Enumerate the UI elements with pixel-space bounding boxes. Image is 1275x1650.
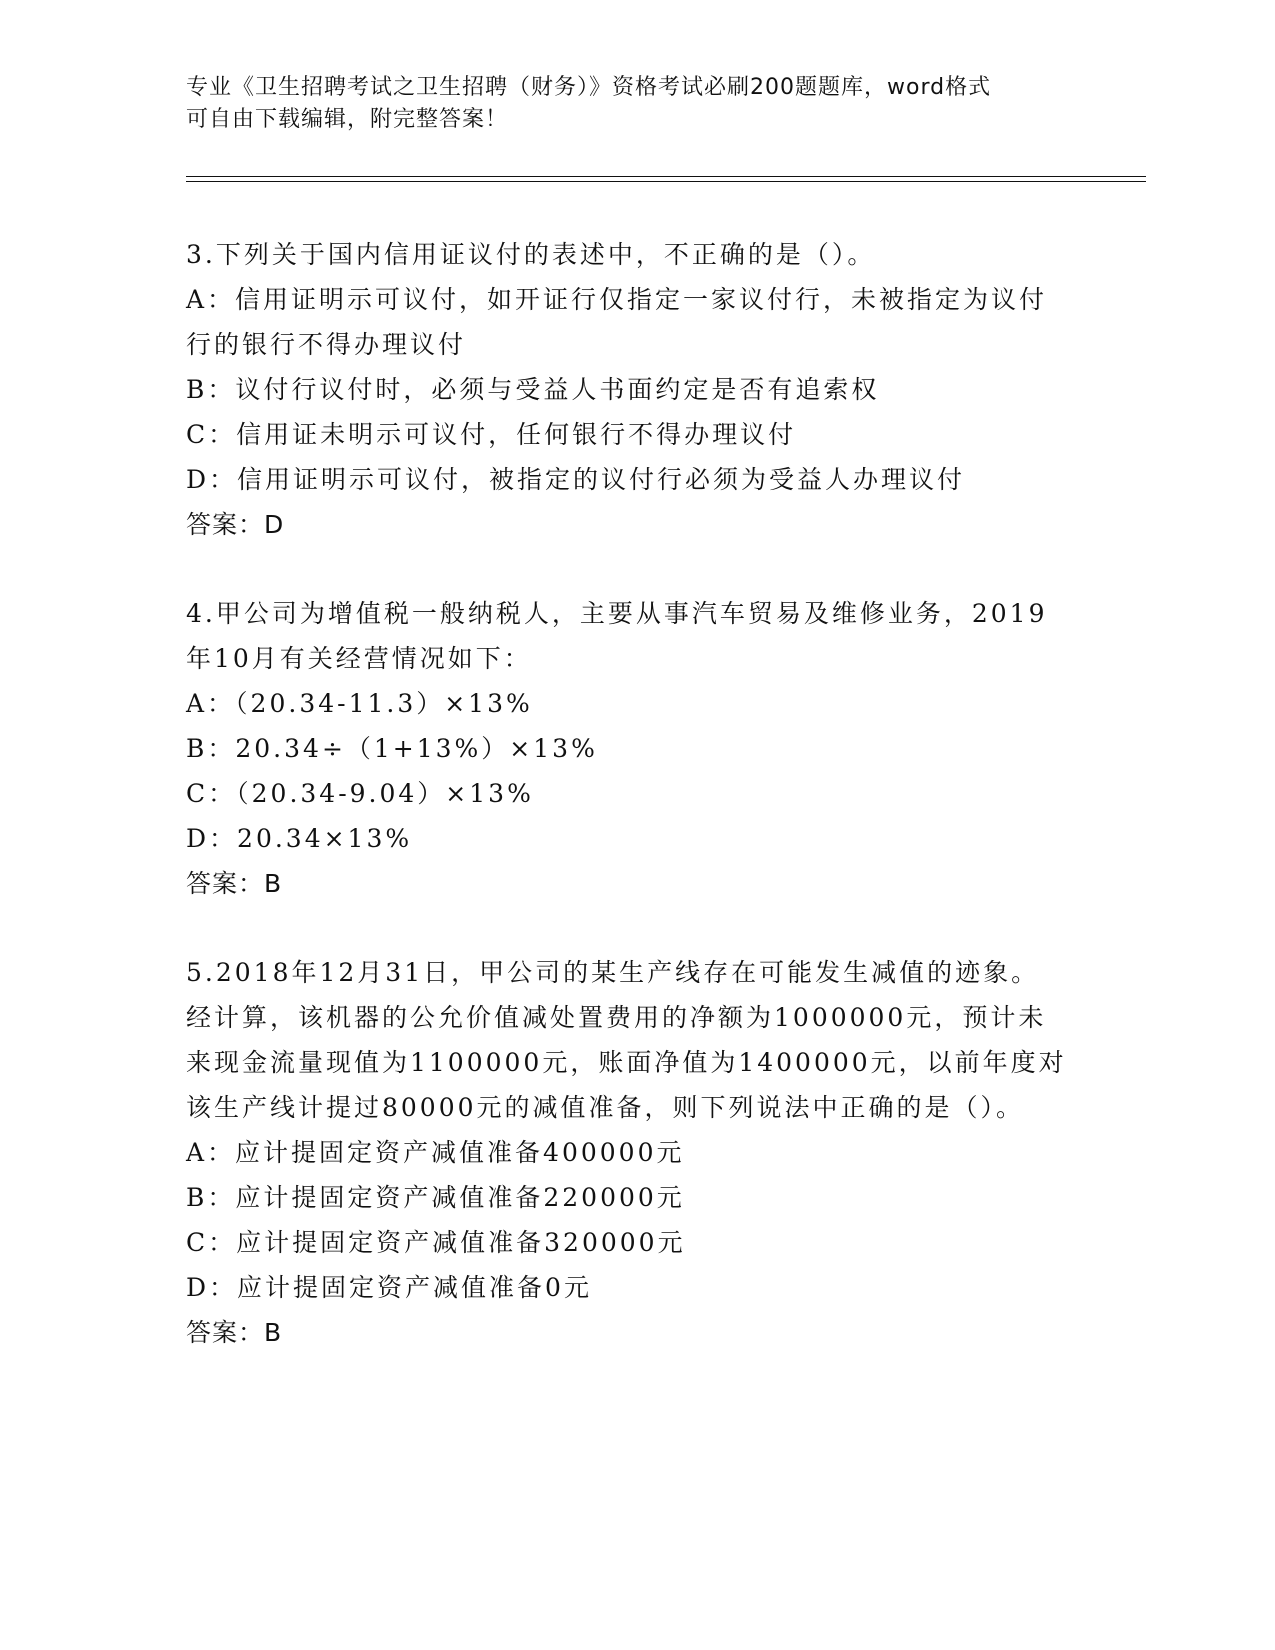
option-text: C：（20.34-9.04）×13%	[186, 779, 534, 808]
header-line-2: 可自由下载编辑，附完整答案！	[186, 107, 509, 132]
option-b	[186, 367, 1086, 412]
option-text: B：应计提固定资产减值准备220000元	[186, 1183, 685, 1212]
question-stem: 4.甲公司为增值税一般纳税人，主要从事汽车贸易及维修业务，2019	[186, 599, 1048, 628]
question-stem: 3.下列关于国内信用证议付的表述中，不正确的是（）。	[186, 240, 876, 269]
option-d	[186, 457, 1086, 502]
option-a	[186, 1130, 1086, 1175]
header-line-1: 专业《卫生招聘考试之卫生招聘（财务）》资格考试必刷200题题库，word格式	[186, 75, 992, 100]
option-b	[186, 726, 1086, 771]
question-3	[186, 232, 1086, 547]
header-divider-top	[186, 176, 1146, 177]
answer: 答案：B	[186, 1318, 283, 1347]
question-stem: 来现金流量现值为1100000元，账面净值为1400000元，以前年度对	[186, 1048, 1067, 1077]
question-stem: 经计算，该机器的公允价值减处置费用的净额为1000000元，预计未	[186, 1003, 1047, 1032]
option-text: D：20.34×13%	[186, 824, 413, 853]
question-5	[186, 950, 1086, 1355]
question-list	[186, 232, 1086, 1399]
header-divider-bottom	[186, 181, 1146, 182]
option-text: A：信用证明示可议付，如开证行仅指定一家议付行，未被指定为议付	[186, 285, 1048, 314]
option-text: A：（20.34-11.3）×13%	[186, 689, 533, 718]
option-text: B：20.34÷（1+13%）×13%	[186, 734, 598, 763]
question-4	[186, 591, 1086, 906]
option-d	[186, 1265, 1086, 1310]
answer: 答案：B	[186, 869, 283, 898]
document-header	[186, 72, 1066, 136]
option-c	[186, 412, 1086, 457]
option-c	[186, 771, 1086, 816]
option-text: B：议付行议付时，必须与受益人书面约定是否有追索权	[186, 375, 880, 404]
question-stem: 该生产线计提过80000元的减值准备，则下列说法中正确的是（）。	[186, 1093, 1025, 1122]
option-a	[186, 277, 1086, 367]
question-stem: 5.2018年12月31日，甲公司的某生产线存在可能发生减值的迹象。	[186, 958, 1040, 987]
answer: 答案：D	[186, 510, 285, 539]
option-text: C：应计提固定资产减值准备320000元	[186, 1228, 686, 1257]
option-text: C：信用证未明示可议付，任何银行不得办理议付	[186, 420, 797, 449]
option-c	[186, 1220, 1086, 1265]
question-stem: 年10月有关经营情况如下：	[186, 644, 532, 673]
option-text: D：信用证明示可议付，被指定的议付行必须为受益人办理议付	[186, 465, 966, 494]
option-b	[186, 1175, 1086, 1220]
option-a	[186, 681, 1086, 726]
option-text: 行的银行不得办理议付	[186, 330, 467, 359]
option-text: A：应计提固定资产减值准备400000元	[186, 1138, 685, 1167]
option-d	[186, 816, 1086, 861]
option-text: D：应计提固定资产减值准备0元	[186, 1273, 592, 1302]
